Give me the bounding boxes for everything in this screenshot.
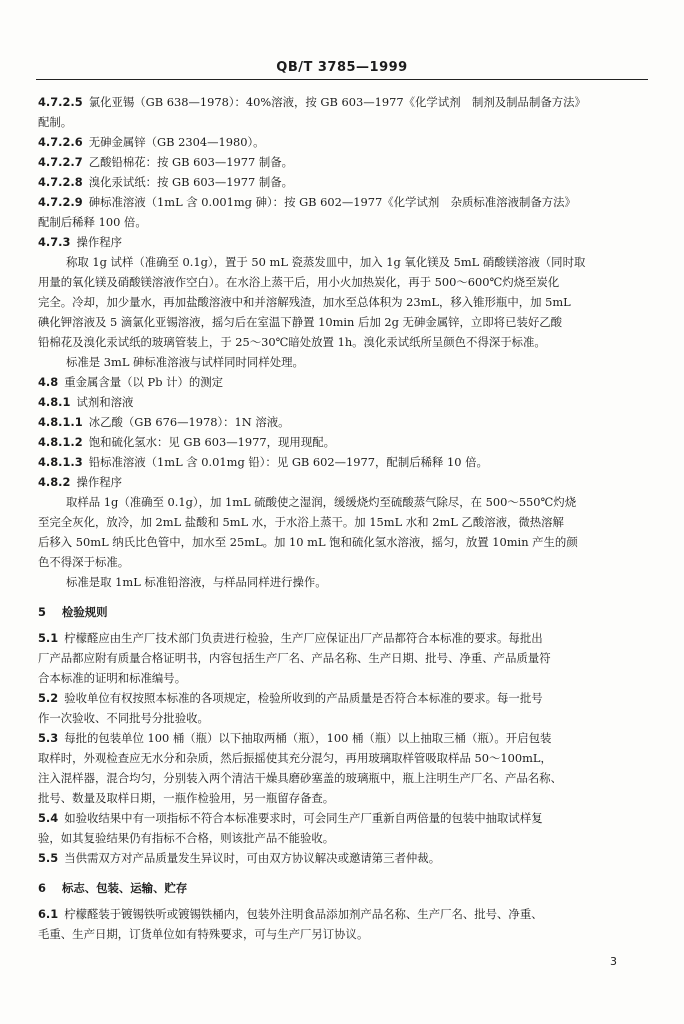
text-line: [38, 904, 646, 924]
clause-text: 毛重、生产日期，订货单位如有特殊要求，可与生产厂另订协议。: [38, 927, 369, 941]
clause-text: 检验规则: [61, 605, 108, 619]
text-line: [38, 472, 646, 492]
text-line: [38, 272, 646, 292]
clause-number: 5.5: [38, 851, 59, 865]
text-line: [38, 292, 646, 312]
clause-text: 柠檬醛装于镀锡铁听或镀锡铁桶内，包装外注明食品添加剂产品名称、生产厂名、批号、净重、: [64, 907, 543, 921]
clause-number: 5.3: [38, 731, 59, 745]
clause-text: 配制。: [38, 115, 73, 129]
section-heading: [38, 602, 646, 622]
clause-text: 后移入 50mL 纳氏比色管中，加水至 25mL。加 10 mL 饱和硫化氢水溶液，摇匀，放置 10min 产生的颜: [38, 535, 578, 549]
clause-text: 用量的氧化镁及硝酸镁溶液作空白）。在水浴上蒸干后，用小火加热炭化，再于 500～600℃灼烧至炭化: [38, 275, 560, 289]
clause-number: 5.4: [38, 811, 59, 825]
text-line: [38, 552, 646, 572]
clause-number: 5: [38, 605, 46, 619]
clause-text: 重金属含量（以 Pb 计）的测定: [64, 375, 224, 389]
clause-text: 无砷金属锌（GB 2304—1980）。: [88, 135, 265, 149]
clause-text: 柠檬醛应由生产厂技术部门负责进行检验，生产厂应保证出厂产品都符合本标准的要求。每批出: [64, 631, 543, 645]
text-line: [38, 452, 646, 472]
clause-text: 试剂和溶液: [76, 395, 134, 409]
text-line: [38, 532, 646, 552]
clause-number: 4.7.2.7: [38, 155, 83, 169]
clause-number: 4.8.1.1: [38, 415, 83, 429]
text-line: [38, 392, 646, 412]
text-line: [38, 648, 646, 668]
text-line: [38, 492, 646, 512]
clause-text: 配制后稀释 100 倍。: [38, 215, 147, 229]
header-rule: [36, 79, 648, 80]
text-line: [38, 432, 646, 452]
text-line: [38, 212, 646, 232]
clause-text: 铅棉花及溴化汞试纸的玻璃管装上，于 25～30℃暗处放置 1h。溴化汞试纸所呈颜色不得深于标准。: [38, 335, 546, 349]
clause-text: 厂产品都应附有质量合格证明书，内容包括生产厂名、产品名称、生产日期、批号、净重、产品质量符: [38, 651, 551, 665]
text-line: [38, 788, 646, 808]
clause-text: 铅标准溶液（1mL 含 0.01mg 铅）：见 GB 602—1977，配制后稀释 10 倍。: [88, 455, 488, 469]
clause-number: 4.8: [38, 375, 59, 389]
text-line: [38, 628, 646, 648]
clause-text: 称取 1g 试样（准确至 0.1g），置于 50 mL 瓷蒸发皿中，加入 1g 氧化镁及 5mL 硝酸镁溶液（同时取: [66, 255, 586, 269]
clause-text: 操作程序: [76, 235, 123, 249]
clause-text: 验收单位有权按照本标准的各项规定，检验所收到的产品质量是否符合本标准的要求。每一批号: [64, 691, 543, 705]
clause-text: 完全。冷却，加少量水，再加盐酸溶液中和并溶解残渣，加水至总体积为 23mL，移入锥形瓶中，加 5mL: [38, 295, 571, 309]
text-line: [38, 132, 646, 152]
clause-number: 6.1: [38, 907, 59, 921]
clause-number: 4.7.2.6: [38, 135, 83, 149]
text-line: [38, 828, 646, 848]
standard-header: QB/T 3785—1999: [276, 60, 408, 75]
clause-number: 4.7.2.5: [38, 95, 83, 109]
text-line: [38, 412, 646, 432]
clause-text: 当供需双方对产品质量发生异议时，可由双方协议解决或邀请第三者仲裁。: [64, 851, 441, 865]
text-line: [38, 332, 646, 352]
text-line: [38, 352, 646, 372]
clause-text: 验，如其复验结果仍有指标不合格，则该批产品不能验收。: [38, 831, 335, 845]
clause-text: 冰乙酸（GB 676—1978）：1N 溶液。: [88, 415, 290, 429]
clause-text: 标志、包装、运输、贮存: [61, 881, 188, 895]
clause-text: 砷标准溶液（1mL 含 0.001mg 砷）：按 GB 602—1977《化学试剂 杂质标准溶液制备方法》: [88, 195, 576, 209]
clause-text: 至完全灰化，放冷，加 2mL 盐酸和 5mL 水，于水浴上蒸干。加 15mL 水和 2mL 乙酸溶液，微热溶解: [38, 515, 564, 529]
text-line: [38, 152, 646, 172]
text-line: [38, 312, 646, 332]
clause-text: 饱和硫化氢水：见 GB 603—1977，现用现配。: [88, 435, 335, 449]
text-line: [38, 768, 646, 788]
clause-text: 标准是取 1mL 标准铅溶液，与样品同样进行操作。: [66, 575, 327, 589]
clause-number: 5.2: [38, 691, 59, 705]
text-line: [38, 808, 646, 828]
clause-number: 5.1: [38, 631, 59, 645]
clause-text: 作一次验收、不同批号分批验收。: [38, 711, 209, 725]
clause-text: 批号、数量及取样日期，一瓶作检验用，另一瓶留存备查。: [38, 791, 335, 805]
clause-text: 色不得深于标准。: [38, 555, 130, 569]
clause-number: 4.7.3: [38, 235, 71, 249]
text-line: [38, 172, 646, 192]
clause-text: 溴化汞试纸：按 GB 603—1977 制备。: [88, 175, 294, 189]
text-line: [38, 668, 646, 688]
clause-number: 4.8.1: [38, 395, 71, 409]
clause-number: 6: [38, 881, 46, 895]
section-heading: [38, 878, 646, 898]
document-body: [38, 92, 646, 944]
clause-text: 操作程序: [76, 475, 123, 489]
clause-text: 取样时，外观检查应无水分和杂质，然后振摇使其充分混匀，再用玻璃取样管吸取样品 50～100mL，: [38, 751, 552, 765]
text-line: [38, 748, 646, 768]
text-line: [38, 708, 646, 728]
text-line: [38, 512, 646, 532]
clause-text: 碘化钾溶液及 5 滴氯化亚锡溶液，摇匀后在室温下静置 10min 后加 2g 无砷金属锌，立即将已装好乙酸: [38, 315, 563, 329]
text-line: [38, 92, 646, 112]
text-line: [38, 688, 646, 708]
text-line: [38, 252, 646, 272]
clause-number: 4.8.1.2: [38, 435, 83, 449]
clause-number: 4.7.2.8: [38, 175, 83, 189]
text-line: [38, 372, 646, 392]
page-number: 3: [610, 955, 617, 968]
clause-text: 合本标准的证明和标准编号。: [38, 671, 187, 685]
text-line: [38, 572, 646, 592]
clause-text: 每批的包装单位 100 桶（瓶）以下抽取两桶（瓶），100 桶（瓶）以上抽取三桶（瓶）。开启包装: [64, 731, 552, 745]
text-line: [38, 112, 646, 132]
text-line: [38, 924, 646, 944]
clause-text: 乙酸铅棉花：按 GB 603—1977 制备。: [88, 155, 294, 169]
clause-text: 标准是 3mL 砷标准溶液与试样同时同样处理。: [66, 355, 304, 369]
text-line: [38, 232, 646, 252]
text-line: [38, 848, 646, 868]
clause-number: 4.8.1.3: [38, 455, 83, 469]
clause-number: 4.8.2: [38, 475, 71, 489]
text-line: [38, 192, 646, 212]
text-line: [38, 728, 646, 748]
clause-text: 如验收结果中有一项指标不符合本标准要求时，可会同生产厂重新自两倍量的包装中抽取试样复: [64, 811, 543, 825]
clause-text: 氯化亚锡（GB 638—1978）：40%溶液，按 GB 603—1977《化学试剂 制剂及制品制备方法》: [88, 95, 586, 109]
clause-number: 4.7.2.9: [38, 195, 83, 209]
clause-text: 取样品 1g（准确至 0.1g），加 1mL 硫酸使之湿润，缓缓烧灼至硫酸蒸气除尽，在 500～550℃灼烧: [66, 495, 577, 509]
clause-text: 注入混样器，混合均匀，分别装入两个清洁干燥具磨砂塞盖的玻璃瓶中，瓶上注明生产厂名、产品名称、: [38, 771, 562, 785]
